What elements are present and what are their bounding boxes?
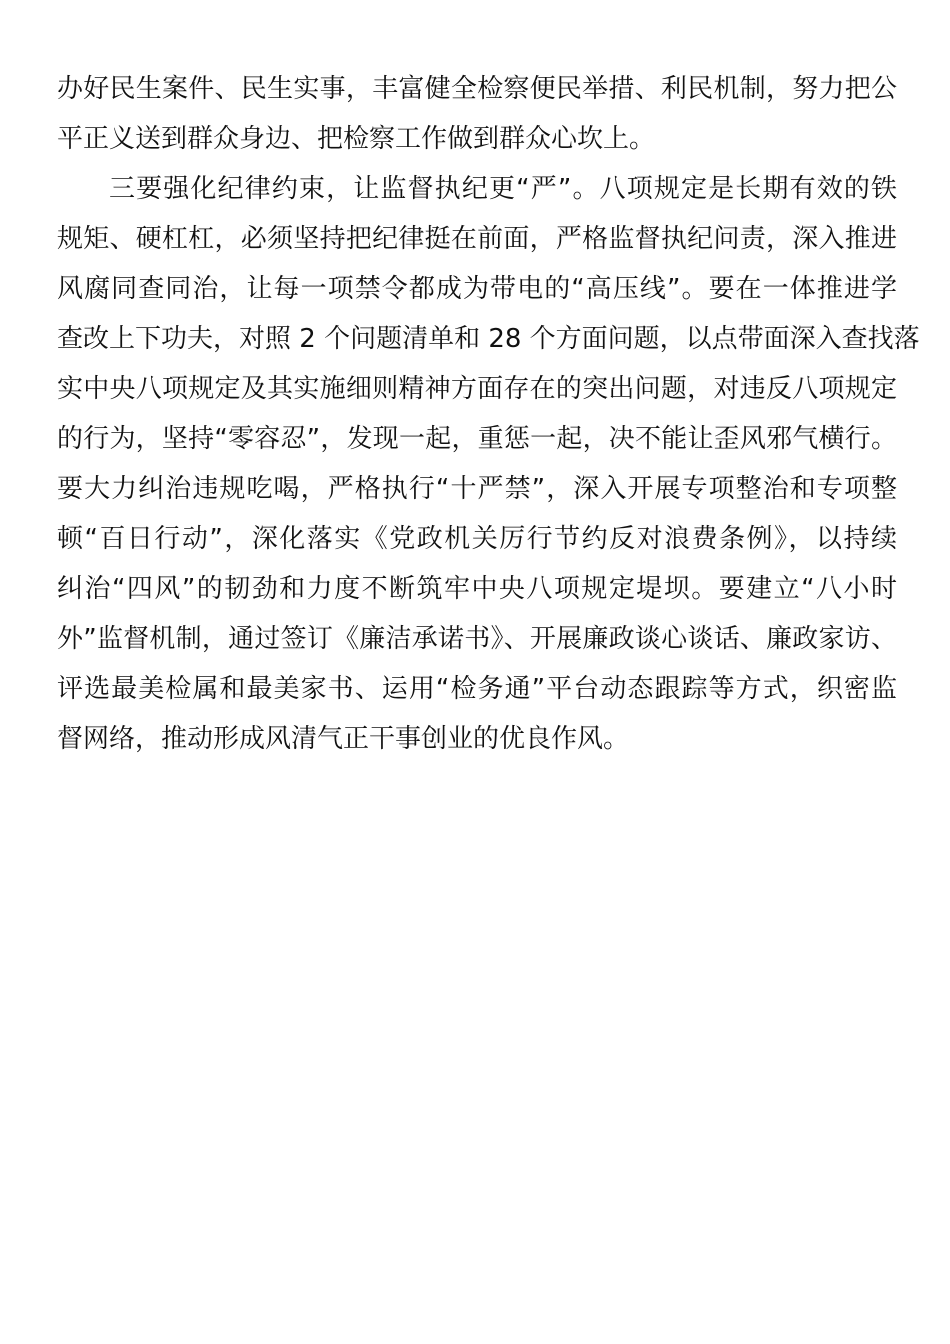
text-line-1: 办好民生案件、民生实事，丰富健全检察便民举措、利民机制，努力把公: [57, 74, 897, 104]
text-line-10: 顿“百日行动”，深化落实《党政机关厉行节约反对浪费条例》，以持续: [57, 524, 897, 554]
text-line-9: 要大力纠治违规吃喝，严格执行“十严禁”，深入开展专项整治和专项整: [57, 474, 897, 504]
text-line-11: 纠治“四风”的韧劲和力度不断筑牢中央八项规定堤坝。要建立“八小时: [57, 574, 897, 604]
text-line-3: 三要强化纪律约束，让监督执纪更“严”。八项规定是长期有效的铁: [109, 174, 897, 204]
text-line-8: 的行为，坚持“零容忍”，发现一起，重惩一起，决不能让歪风邪气横行。: [57, 424, 897, 454]
text-line-4: 规矩、硬杠杠，必须坚持把纪律挺在前面，严格监督执纪问责，深入推进: [57, 224, 897, 254]
text-line-7: 实中央八项规定及其实施细则精神方面存在的突出问题，对违反八项规定: [57, 374, 897, 404]
text-line-13: 评选最美检属和最美家书、运用“检务通”平台动态跟踪等方式，织密监: [57, 674, 897, 704]
text-line-6: 查改上下功夫，对照 2 个问题清单和 28 个方面问题，以点带面深入查找落: [57, 324, 920, 354]
text-line-2: 平正义送到群众身边、把检察工作做到群众心坎上。: [57, 124, 656, 154]
text-line-14: 督网络，推动形成风清气正干事创业的优良作风。: [57, 724, 630, 754]
text-line-5: 风腐同查同治，让每一项禁令都成为带电的“高压线”。要在一体推进学: [57, 274, 897, 304]
body-text: [57, 64, 920, 764]
text-line-12: 外”监督机制，通过签订《廉洁承诺书》、开展廉政谈心谈话、廉政家访、: [57, 624, 897, 654]
